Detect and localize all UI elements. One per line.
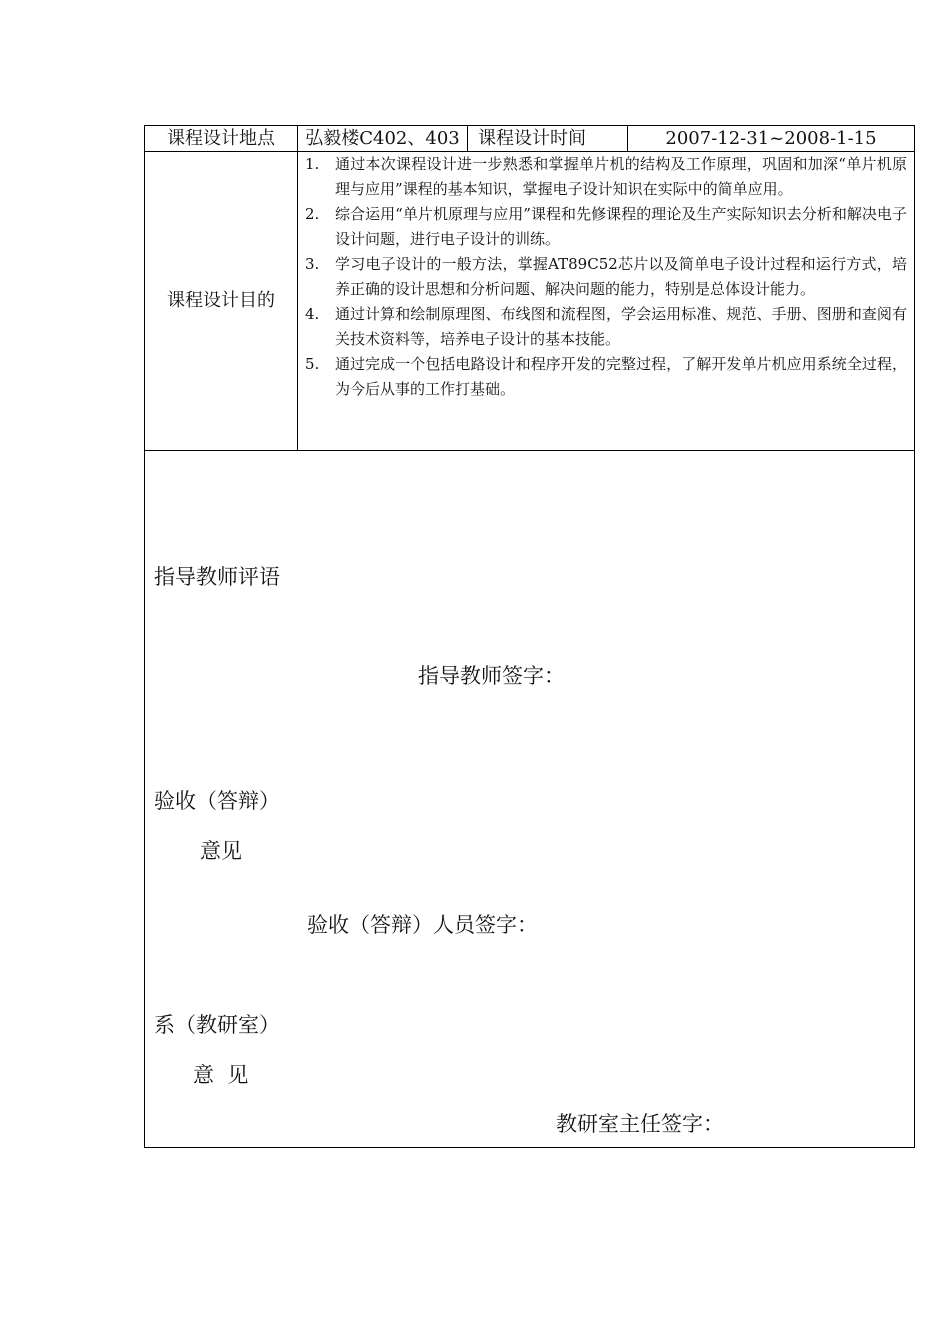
purpose-item: 3. 学习电子设计的一般方法，掌握AT89C52芯片以及简单电子设计过程和运行方式，培养正确的设计思想和分析问题、解决问题的能力，特别是总体设计能力。 [305,255,907,298]
teacher-sign-label: 指导教师签字： [418,664,565,688]
col-divider-label [297,125,298,451]
dept-label-line2: 意 见 [193,1063,249,1087]
dept-label-line1: 系（教研室） [154,1013,280,1037]
purpose-item: 5. 通过完成一个包括电路设计和程序开发的完整过程，了解开发单片机应用系统全过程，为今后从事的工作打基础。 [305,355,907,398]
purpose-item: 2. 综合运用“单片机原理与应用”课程和先修课程的理论及生产实际知识去分析和解决电子设计问题，进行电子设计的训练。 [305,205,907,248]
acceptance-label-line1: 验收（答辩） [154,789,280,813]
time-label: 课程设计时间 [478,128,586,149]
acceptance-sign-label: 验收（答辩）人员签字： [307,913,538,937]
purpose-item: 1. 通过本次课程设计进一步熟悉和掌握单片机的结构及工作原理，巩固和加深“单片机原理与应用”课程的基本知识，掌握电子设计知识在实际中的简单应用。 [305,155,907,198]
teacher-comment-label: 指导教师评语 [154,565,280,589]
time-value: 2007-12-31~2008-1-15 [665,128,877,149]
acceptance-label-line2: 意见 [200,839,242,863]
location-label: 课程设计地点 [167,128,275,149]
purpose-list [305,152,907,402]
row-divider-purpose [144,450,915,451]
location-value: 弘毅楼C402、403 [305,128,460,149]
purpose-label: 课程设计目的 [167,290,275,311]
purpose-item: 4. 通过计算和绘制原理图、布线图和流程图，学会运用标准、规范、手册、图册和查阅有关技术资料等，培养电子设计的基本技能。 [305,305,907,348]
dept-sign-label: 教研室主任签字： [556,1112,724,1136]
